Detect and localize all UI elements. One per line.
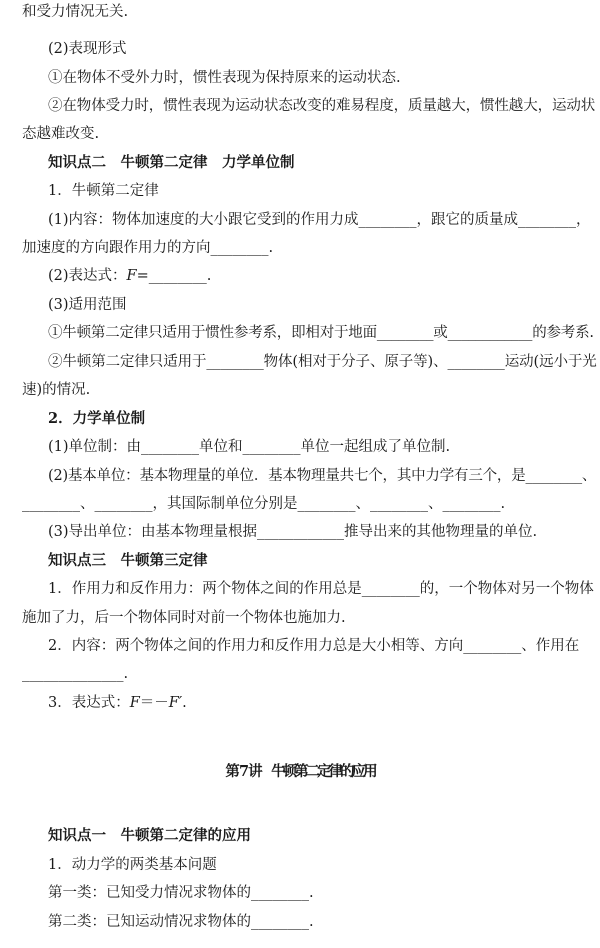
section-heading: 知识点一 牛顿第二定律的应用 (48, 827, 251, 844)
text-line: 施加了力，后一个物体同时对前一个物体也施加力. (22, 610, 346, 626)
text-line: 第二类：已知运动情况求物体的________. (48, 914, 314, 930)
text-line: ________、________，其国际制单位分别是________、________、________. (22, 496, 506, 512)
text-line: (1)单位制：由________单位和________单位一起组成了单位制. (48, 439, 451, 455)
text-line: 态越难改变. (22, 126, 100, 142)
text-line: 2．内容：两个物体之间的作用力和反作用力总是大小相等、方向________、作用在 (48, 638, 580, 654)
text-line: (3)导出单位：由基本物理量根据____________推导出来的其他物理量的单位. (48, 524, 538, 540)
subsection-heading: 2．力学单位制 (48, 410, 146, 427)
formula-rest: =________. (136, 268, 212, 284)
text-line: 1．牛顿第二定律 (48, 183, 159, 199)
text-line: ①在物体不受外力时，惯性表现为保持原来的运动状态. (48, 70, 401, 86)
lecture-title: 第 7 讲 牛顿第二定律的应用 (225, 763, 375, 780)
section-heading: 知识点三 牛顿第三定律 (48, 552, 208, 569)
formula-label: (2)表达式： (48, 268, 127, 284)
text-line: ②牛顿第二定律只适用于________物体(相对于分子、原子等)、________运动(远小于光 (48, 354, 597, 370)
formula-label: 3．表达式： (48, 695, 130, 711)
text-line: ②在物体受力时，惯性表现为运动状态改变的难易程度，质量越大，惯性越大，运动状 (48, 98, 596, 114)
section-heading: 知识点二 牛顿第二定律 力学单位制 (48, 154, 295, 171)
text-line: (3)适用范围 (48, 297, 127, 313)
text-line: 加速度的方向跟作用力的方向________. (22, 240, 274, 256)
formula-line (48, 266, 211, 286)
text-line: 和受力情况无关. (22, 4, 129, 20)
text-line: 第一类：已知受力情况求物体的________. (48, 885, 314, 901)
text-line: 1．作用力和反作用力：两个物体之间的作用总是________的，一个物体对另一个物体 (48, 581, 594, 597)
text-line: 速)的情况. (22, 382, 91, 398)
formula-symbol: F (129, 695, 140, 711)
formula-line (48, 693, 187, 713)
formula-symbol: F (126, 268, 137, 284)
text-line: (2)表现形式 (48, 41, 127, 57)
formula-symbol: F′ (168, 695, 183, 711)
text-line: ①牛顿第二定律只适用于惯性参考系，即相对于地面________或____________的参考系. (48, 325, 594, 341)
formula-rest: . (182, 695, 187, 711)
formula-operator: ＝－ (139, 695, 169, 711)
text-line: 1．动力学的两类基本问题 (48, 857, 217, 873)
text-line: (2)基本单位：基本物理量的单位．基本物理量共七个，其中力学有三个，是________、 (48, 468, 597, 484)
text-line: (1)内容：物体加速度的大小跟它受到的作用力成________，跟它的质量成________， (48, 212, 591, 228)
text-line: ______________. (22, 666, 129, 682)
